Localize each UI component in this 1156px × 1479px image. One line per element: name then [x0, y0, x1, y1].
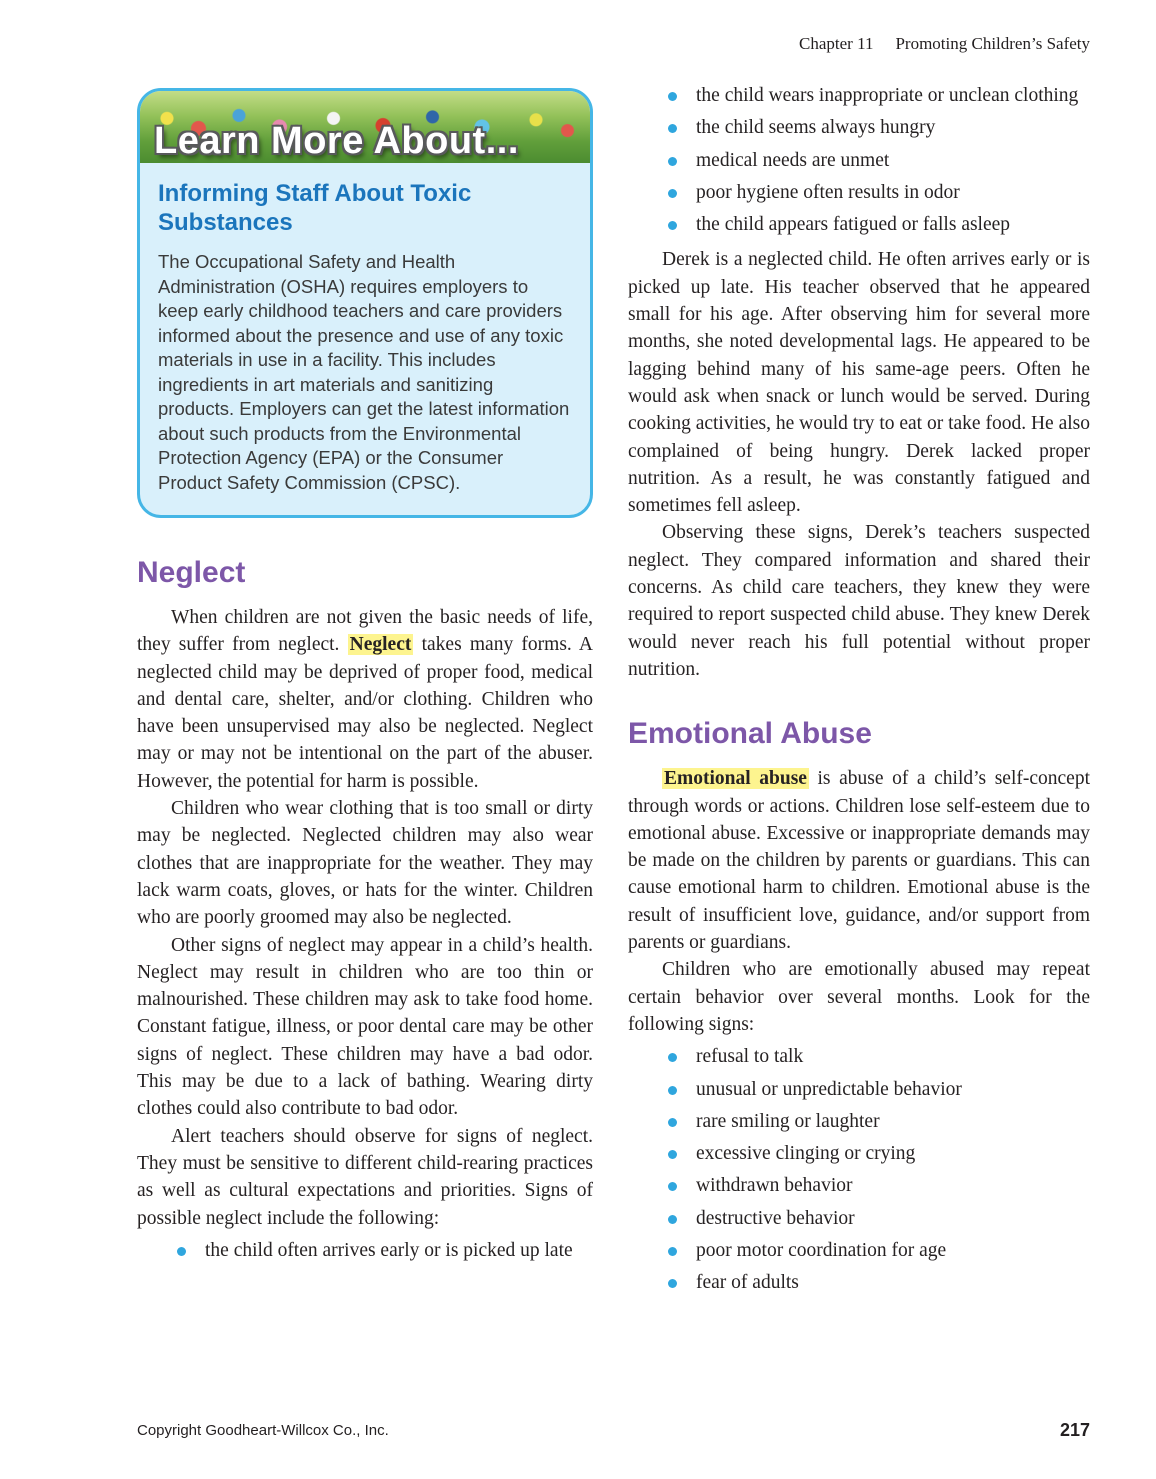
- list-item: the child often arrives early or is picked up late: [137, 1237, 593, 1264]
- running-head: [799, 34, 1090, 54]
- emotional-abuse-signs-list: [628, 1043, 1090, 1296]
- footer-copyright: Copyright Goodheart-Willcox Co., Inc.: [137, 1422, 389, 1439]
- paragraph-neglect-2: Children who wear clothing that is too small or dirty may be neglected. Neglected children may also wear clothes that are inappropriate for the weather. They may lack warm coats, gloves, or hats for the winter. Children who are poorly groomed may also be neglected.: [137, 798, 593, 929]
- list-item: medical needs are unmet: [628, 147, 1090, 174]
- right-column: [628, 82, 1090, 1305]
- paragraph-neglect-4: Alert teachers should observe for signs of neglect. They must be sensitive to different child-rearing practices as well as cultural expectations and priorities. Signs of possible neglect include the following:: [137, 1125, 593, 1229]
- learn-more-banner-title: Learn More About...: [154, 120, 519, 162]
- key-term-emotional-abuse: Emotional abuse: [664, 768, 807, 790]
- chapter-label: Chapter 11: [799, 34, 874, 53]
- paragraph-emotional-1: [628, 765, 1090, 956]
- learn-more-box: [137, 88, 593, 518]
- list-item: destructive behavior: [628, 1205, 1090, 1232]
- learn-more-title: Informing Staff About Toxic Substances: [158, 180, 472, 236]
- paragraph-text: When children are not given the basic needs of life, they suffer from neglect.: [137, 607, 593, 656]
- paragraph-neglect-1: [137, 604, 593, 795]
- left-column: [137, 88, 593, 1272]
- list-item: the child wears inappropriate or unclean clothing: [628, 82, 1090, 109]
- neglect-signs-list-left: [137, 1237, 593, 1264]
- paragraph-text: takes many forms. A neglected child may be deprived of proper food, medical and dental care, shelter, and/or clothing. Children who have been unsupervised may also be neglected. Neglect may or may not be intentional on the part of the abuser. However, the potential for harm is possible.: [137, 634, 594, 792]
- neglect-signs-list-right: [628, 82, 1090, 238]
- paragraph-neglect-3: Other signs of neglect may appear in a child’s health. Neglect may result in children who are too thin or malnourished. These children may ask to take food home. Constant fatigue, illness, or poor dental care may be other signs of neglect. These children may have a bad odor. This may be due to a lack of bathing. Wearing dirty clothes could also contribute to bad odor.: [137, 934, 593, 1120]
- list-item: the child seems always hungry: [628, 114, 1090, 141]
- list-item: unusual or unpredictable behavior: [628, 1076, 1090, 1103]
- list-item: poor motor coordination for age: [628, 1237, 1090, 1264]
- paragraph-observing: Observing these signs, Derek’s teachers suspected neglect. They compared information and shared their concerns. As child care teachers, they knew they were required to report suspected child abuse. They knew Derek would never reach his full potential without proper nutrition.: [628, 522, 1090, 680]
- learn-more-text: The Occupational Safety and Health Administration (OSHA) requires employers to keep early childhood teachers and care providers informed about the presence and use of any toxic materials in use in a facility. This includes ingredients in art materials and sanitizing products. Employers can get the latest information about such products from the Environmental Protection Agency (EPA) or the Consumer Product Safety Commission (CPSC).: [158, 251, 570, 493]
- key-term-neglect: Neglect: [349, 634, 412, 656]
- list-item: rare smiling or laughter: [628, 1108, 1090, 1135]
- section-heading-emotional-abuse: Emotional Abuse: [628, 717, 872, 751]
- paragraph-text: is abuse of a child’s self-concept through words or actions. Children lose self-esteem due to emotional abuse. Excessive or inappropriate demands may be made on the children by parents or guardians. This can cause emotional harm to children. Emotional abuse is the result of insufficient love, guidance, and/or support from parents or guardians.: [628, 768, 1090, 954]
- paragraph-emotional-2: Children who are emotionally abused may repeat certain behavior over several months. Look for the following signs:: [628, 959, 1090, 1035]
- list-item: excessive clinging or crying: [628, 1140, 1090, 1167]
- chapter-title: Promoting Children’s Safety: [895, 34, 1090, 53]
- learn-more-body: [140, 163, 590, 515]
- children-photo: [140, 91, 590, 163]
- list-item: poor hygiene often results in odor: [628, 179, 1090, 206]
- list-item: fear of adults: [628, 1269, 1090, 1296]
- section-heading-neglect: Neglect: [137, 556, 246, 589]
- list-item: refusal to talk: [628, 1043, 1090, 1070]
- page-number: 217: [1059, 1420, 1090, 1440]
- list-item: the child appears fatigued or falls asleep: [628, 211, 1090, 238]
- list-item: withdrawn behavior: [628, 1172, 1090, 1199]
- paragraph-derek: Derek is a neglected child. He often arrives early or is picked up late. His teacher observed that he appeared small for his age. After observing him for several more months, she noted developmental lags. He appeared to be lagging behind many of his same-age peers. Often he would ask when snack or lunch would be served. During cooking activities, he would try to eat or take food. He also complained of being hungry. Derek lacked proper nutrition. As a result, he was constantly fatigued and sometimes fell asleep.: [628, 249, 1090, 517]
